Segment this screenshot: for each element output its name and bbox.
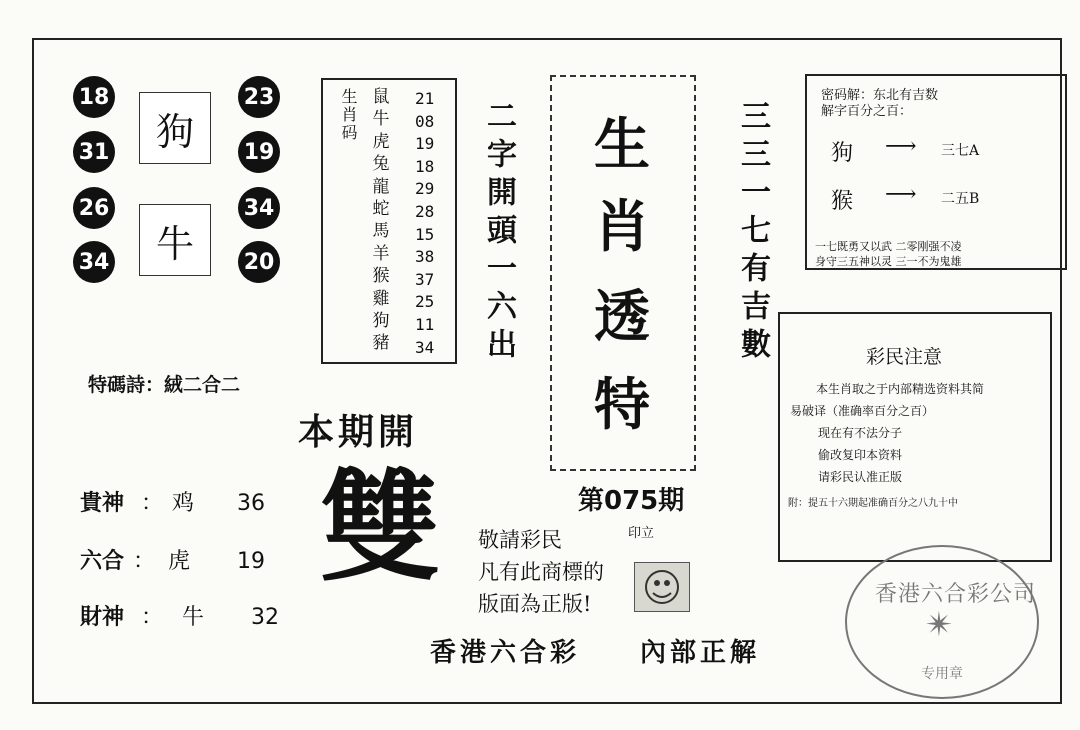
- list-animal: 牛: [372, 109, 390, 130]
- bottom-slogan-right: 內部正解: [640, 638, 761, 668]
- code-animal: 狗: [831, 141, 854, 166]
- notice-footer: 附：提五十六期起准确百分之八九十中: [788, 498, 958, 509]
- official-seal: [845, 545, 1039, 699]
- zodiac-number-list: [321, 78, 457, 364]
- issue-number: 第075期: [578, 486, 685, 516]
- title-char: 透: [594, 284, 650, 350]
- code-value: 三七A: [941, 143, 980, 159]
- number-ball: 19: [238, 131, 280, 173]
- vertical-slogan-right: 三三一七有吉數: [735, 100, 770, 366]
- number-ball: 20: [238, 241, 280, 283]
- god-animal: 牛: [182, 605, 205, 630]
- number-ball: 26: [73, 187, 115, 229]
- list-animal: 鼠: [372, 87, 390, 107]
- list-animal: 狗: [372, 311, 390, 332]
- star-icon: ✴: [925, 605, 954, 645]
- notice-title: 彩民注意: [866, 346, 943, 368]
- arrow-icon: ⟶: [885, 182, 917, 207]
- list-animal: 猴: [372, 266, 390, 287]
- vertical-slogan-left: 二字開頭一六出: [481, 100, 516, 366]
- seal-text: 香港六合彩公司: [875, 582, 1037, 607]
- list-number: 11: [415, 314, 435, 334]
- list-animal: 蛇: [372, 199, 390, 220]
- list-animal: 馬: [372, 221, 390, 242]
- code-explanation-box: [805, 74, 1067, 270]
- god-label: 六合: [80, 548, 125, 574]
- list-number: 25: [415, 292, 435, 312]
- zodiac-box-dog: [139, 92, 211, 164]
- list-number: 08: [415, 111, 435, 131]
- god-row: [80, 486, 265, 517]
- code-value: 二五B: [941, 191, 980, 207]
- zodiac-char: 狗: [155, 109, 194, 154]
- note-line: 凡有此商標的: [478, 560, 604, 584]
- god-separator: ：: [141, 605, 164, 630]
- god-animal: 鸡: [172, 491, 195, 516]
- list-animal: 豬: [372, 333, 390, 354]
- list-number: 38: [415, 247, 435, 267]
- number-ball: 18: [73, 76, 115, 118]
- list-number: 29: [415, 179, 435, 199]
- list-number: 21: [415, 89, 435, 108]
- list-animal: 雞: [372, 288, 390, 309]
- code-line: 解字百分之百：: [821, 104, 913, 119]
- code-footer: 一七既勇又以武 二零刚强不凌: [815, 240, 962, 253]
- notice-line: 易破译（准确率百分之百）: [790, 404, 935, 418]
- authenticity-note: [478, 524, 604, 620]
- animal-column: [371, 86, 391, 355]
- god-number: 36: [237, 491, 266, 516]
- arrow-icon: ⟶: [885, 134, 917, 159]
- list-number: 18: [415, 156, 435, 176]
- bottom-slogan-left: 香港六合彩: [430, 638, 581, 668]
- list-label: 生肖码: [339, 88, 358, 142]
- god-separator: ：: [141, 491, 164, 516]
- list-number: 34: [415, 337, 435, 357]
- number-ball: 34: [238, 187, 280, 229]
- seal-bottom-text: 专用章: [921, 666, 963, 682]
- zodiac-char: 牛: [155, 221, 194, 266]
- open-label: 本期開: [298, 411, 419, 453]
- title-char: 生: [594, 112, 650, 178]
- special-code-poem: 特碼詩：絨二合二: [88, 374, 241, 396]
- notice-line: 现在有不法分子: [818, 426, 903, 440]
- code-footer: 身守三五神以灵 三一不为鬼雄: [815, 255, 962, 268]
- god-label: 財神: [80, 604, 125, 630]
- list-animal: 龍: [372, 176, 390, 197]
- god-separator: ：: [133, 549, 156, 574]
- number-ball: 34: [73, 241, 115, 283]
- note-line: 敬請彩民: [478, 528, 562, 552]
- notice-box: [778, 312, 1052, 562]
- zodiac-box-ox: [139, 204, 211, 276]
- god-number: 19: [237, 549, 266, 574]
- code-line: 密码解：东北有吉数: [821, 88, 939, 103]
- god-row: [80, 600, 279, 631]
- notice-line: 偷改复印本资料: [818, 448, 903, 462]
- god-row: [80, 544, 265, 575]
- list-animal: 兔: [372, 154, 390, 175]
- god-animal: 虎: [168, 549, 191, 574]
- list-number: 15: [415, 224, 435, 244]
- title-char: 特: [594, 372, 650, 438]
- trademark-icon: [634, 562, 690, 612]
- list-number: 28: [415, 201, 435, 221]
- god-label: 貴神: [80, 490, 125, 516]
- list-number: 37: [415, 269, 435, 289]
- title-box: [550, 75, 696, 471]
- number-ball: 23: [238, 76, 280, 118]
- notice-line: 请彩民认准正版: [818, 470, 903, 484]
- number-ball: 31: [73, 131, 115, 173]
- god-number: 32: [251, 605, 280, 630]
- list-number: 19: [415, 134, 435, 154]
- list-animal: 羊: [372, 243, 390, 264]
- note-line: 版面為正版!: [478, 592, 592, 616]
- number-column: [415, 88, 434, 359]
- list-animal: 虎: [372, 131, 390, 152]
- title-char: 肖: [594, 194, 650, 260]
- issue-small-text: 印立: [628, 526, 655, 541]
- code-animal: 猴: [831, 189, 854, 214]
- notice-line: 本生肖取之于内部精选资料其简: [816, 382, 985, 396]
- big-character: 雙: [320, 457, 440, 598]
